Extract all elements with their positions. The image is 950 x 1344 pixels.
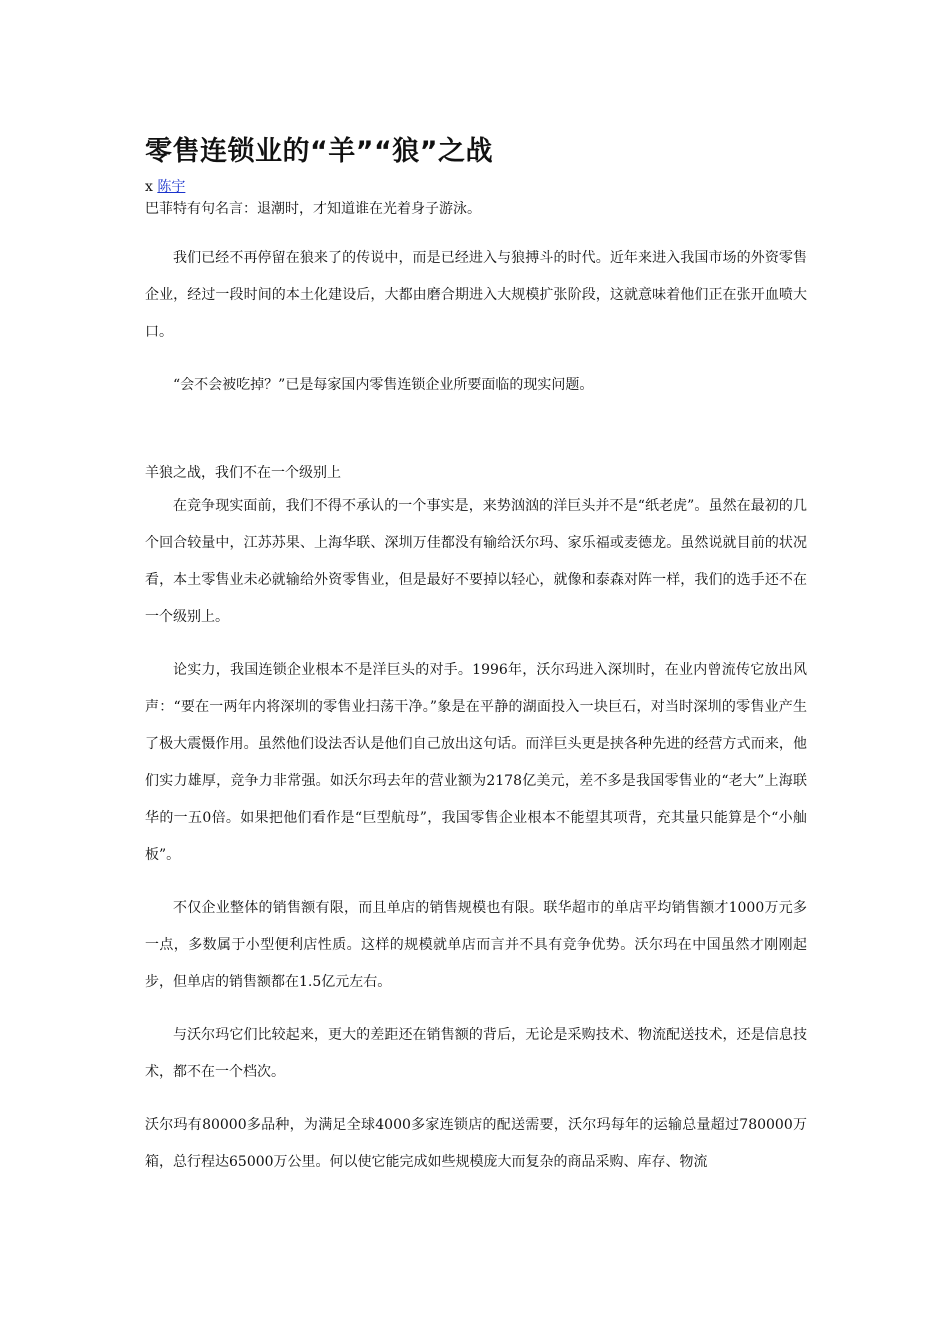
paragraph-5: 不仅企业整体的销售额有限，而且单店的销售规模也有限。联华超市的单店平均销售额才1000万元多一点，多数属于小型便利店性质。这样的规模就单店而言并不具有竞争优势。沃尔玛在中国虽然才刚刚起步，但单店的销售额都在1.5亿元左右。: [145, 900, 807, 990]
spacer: [145, 351, 807, 367]
article-title: 零售连锁业的“羊”“狼”之战: [145, 136, 493, 167]
byline: [145, 176, 807, 198]
byline-prefix: x: [145, 179, 153, 195]
spacer: [145, 220, 807, 240]
spacer: [145, 404, 807, 458]
spacer: [145, 1001, 807, 1017]
paragraph-6: 与沃尔玛它们比较起来，更大的差距还在销售额的背后，无论是采购技术、物流配送技术，还是信息技术，都不在一个档次。: [145, 1027, 807, 1080]
section-heading: 羊狼之战，我们不在一个级别上: [145, 465, 341, 481]
epigraph-quote: 巴菲特有句名言：退潮时，才知道谁在光着身子游泳。: [145, 201, 481, 217]
paragraph-7: 沃尔玛有80000多品种，为满足全球4000多家连锁店的配送需要，沃尔玛每年的运输总量超过780000万箱，总行程达65000万公里。何以使它能完成如些规模庞大而复杂的商品采购、库存、物流: [145, 1117, 807, 1170]
paragraph-3: 在竞争现实面前，我们不得不承认的一个事实是，来势汹汹的洋巨头并不是“纸老虎”。虽然在最初的几个回合较量中，江苏苏果、上海华联、深圳万佳都没有输给沃尔玛、家乐福或麦德龙。虽然说就目前的状况看，本土零售业未必就输给外资零售业，但是最好不要掉以轻心，就像和泰森对阵一样，我们的选手还不在一个级别上。: [145, 498, 807, 625]
paragraph-1: 我们已经不再停留在狼来了的传说中，而是已经进入与狼搏斗的时代。近年来进入我国市场的外资零售企业，经过一段时间的本土化建设后，大都由磨合期进入大规模扩张阶段，这就意味着他们正在张开血喷大口。: [145, 250, 807, 340]
author-link[interactable]: 陈宇: [157, 179, 186, 195]
spacer: [145, 636, 807, 652]
spacer: [145, 1091, 807, 1107]
article: [145, 132, 807, 1181]
paragraph-4: 论实力，我国连锁企业根本不是洋巨头的对手。1996年，沃尔玛进入深圳时，在业内曾流传它放出风声：“要在一两年内将深圳的零售业扫荡干净。”象是在平静的湖面投入一块巨石，对当时深圳的零售业产生了极大震慑作用。虽然他们设法否认是他们自己放出这句话。而洋巨头更是挟各种先进的经营方式而来，他们实力雄厚，竞争力非常强。如沃尔玛去年的营业额为2178亿美元，差不多是我国零售业的“老大”上海联华的一五0倍。如果把他们看作是“巨型航母”，我国零售企业根本不能望其项背，充其量只能算是个“小舢板”。: [145, 662, 807, 863]
paragraph-2: “会不会被吃掉？”已是每家国内零售连锁企业所要面临的现实问题。: [173, 377, 594, 393]
spacer: [145, 874, 807, 890]
